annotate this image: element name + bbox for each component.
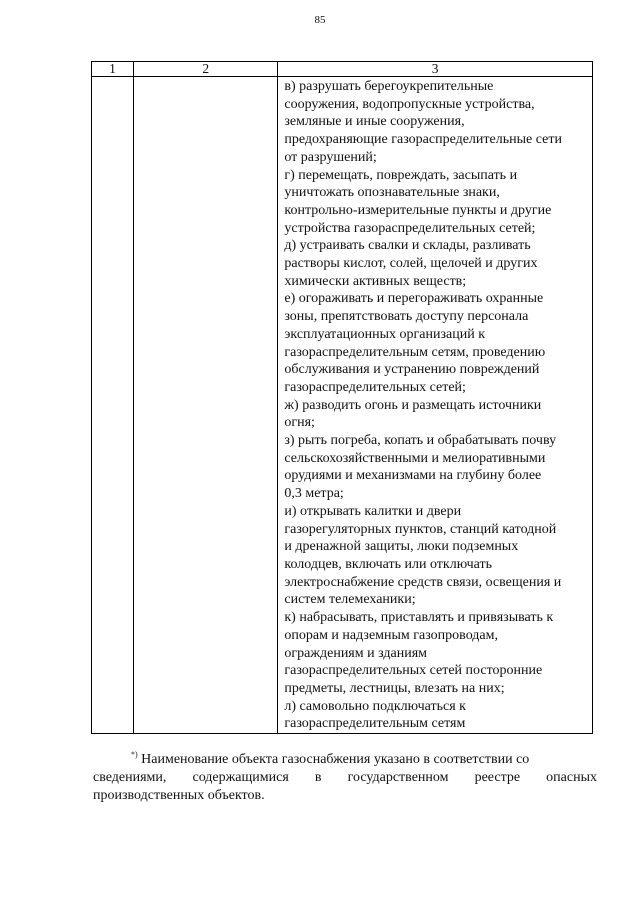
list-item-line: растворы кислот, солей, щелочей и других [284, 256, 538, 272]
list-item-line: г) перемещать, повреждать, засыпать и [284, 167, 518, 183]
column-1-cell [92, 77, 134, 734]
list-item-line: эксплуатационных организаций к [284, 326, 486, 342]
list-item-line: уничтожать опознавательные знаки, [284, 185, 500, 201]
list-item-line: обслуживания и устранению повреждений [284, 362, 540, 378]
footnote-marker: *) [131, 750, 138, 759]
footnote-line-3: производственных объектов. [93, 788, 265, 803]
list-item-line: газорегуляторных пунктов, станций катодной [284, 521, 557, 537]
list-item-line: ограждениям и зданиям [284, 645, 427, 661]
list-item-line: устройства газораспределительных сетей; [284, 220, 536, 236]
column-header-3: 3 [278, 62, 593, 77]
list-item-line: от разрушений; [284, 149, 377, 165]
list-item-line: 0,3 метра; [284, 486, 344, 502]
column-header-2: 2 [134, 62, 278, 77]
list-item-line: газораспределительных сетей посторонние [284, 663, 543, 679]
list-item-line: е) огораживать и перегораживать охранные [284, 291, 544, 307]
page-number: 85 [314, 14, 326, 26]
footnote-line-1 [93, 746, 597, 769]
content-table [91, 61, 593, 734]
list-item-line: в) разрушать берегоукрепительные [284, 79, 494, 94]
footnote-line-2: сведениями, содержащимися в государственном реестре опасных [93, 770, 597, 785]
list-item-line: ж) разводить огонь и размещать источники [284, 397, 542, 413]
list-item-line: газораспределительных сетей; [284, 379, 466, 395]
list-item-line: химически активных веществ; [284, 273, 467, 289]
list-item-line: сооружения, водопропускные устройства, [284, 96, 535, 112]
column-header-1: 1 [92, 62, 134, 77]
list-item-line: предметы, лестницы, влезать на них; [284, 680, 505, 696]
list-item-line: электроснабжение средств связи, освещения и [284, 574, 562, 590]
column-3-cell [278, 77, 593, 734]
list-item-line: контрольно-измерительные пункты и другие [284, 202, 552, 218]
table-row [92, 77, 593, 734]
footnote-text-1: Наименование объекта газоснабжения указано в соответствии со [141, 752, 530, 767]
prohibitions-list [278, 77, 592, 733]
list-item-line: сельскохозяйственными и мелиоративными [284, 450, 546, 466]
list-item-line: д) устраивать свалки и склады, разливать [284, 238, 531, 254]
footnote [93, 746, 597, 805]
list-item-line: земляные и иные сооружения, [284, 114, 465, 130]
list-item-line: л) самовольно подключаться к [284, 698, 466, 714]
list-item-line: опорам и надземным газопроводам, [284, 627, 498, 643]
column-2-cell [134, 77, 278, 734]
list-item-line: з) рыть погреба, копать и обрабатывать почву [284, 433, 557, 449]
list-item-line: колодцев, включать или отключать [284, 556, 493, 572]
table-header-row [92, 62, 593, 77]
list-item-line: систем телемеханики; [284, 592, 416, 608]
list-item-line: и) открывать калитки и двери [284, 503, 462, 519]
list-item-line: предохраняющие газораспределительные сети [284, 132, 562, 148]
list-item-line: газораспределительным сетям [284, 716, 466, 732]
list-item-line: огня; [284, 415, 315, 431]
list-item-line: зоны, препятствовать доступу персонала [284, 309, 529, 325]
list-item-line: газораспределительным сетям, проведению [284, 344, 546, 360]
list-item-line: и дренажной защиты, люки подземных [284, 539, 519, 555]
list-item-line: к) набрасывать, приставлять и привязывать к [284, 610, 554, 626]
list-item-line: орудиями и механизмами на глубину более [284, 468, 542, 484]
